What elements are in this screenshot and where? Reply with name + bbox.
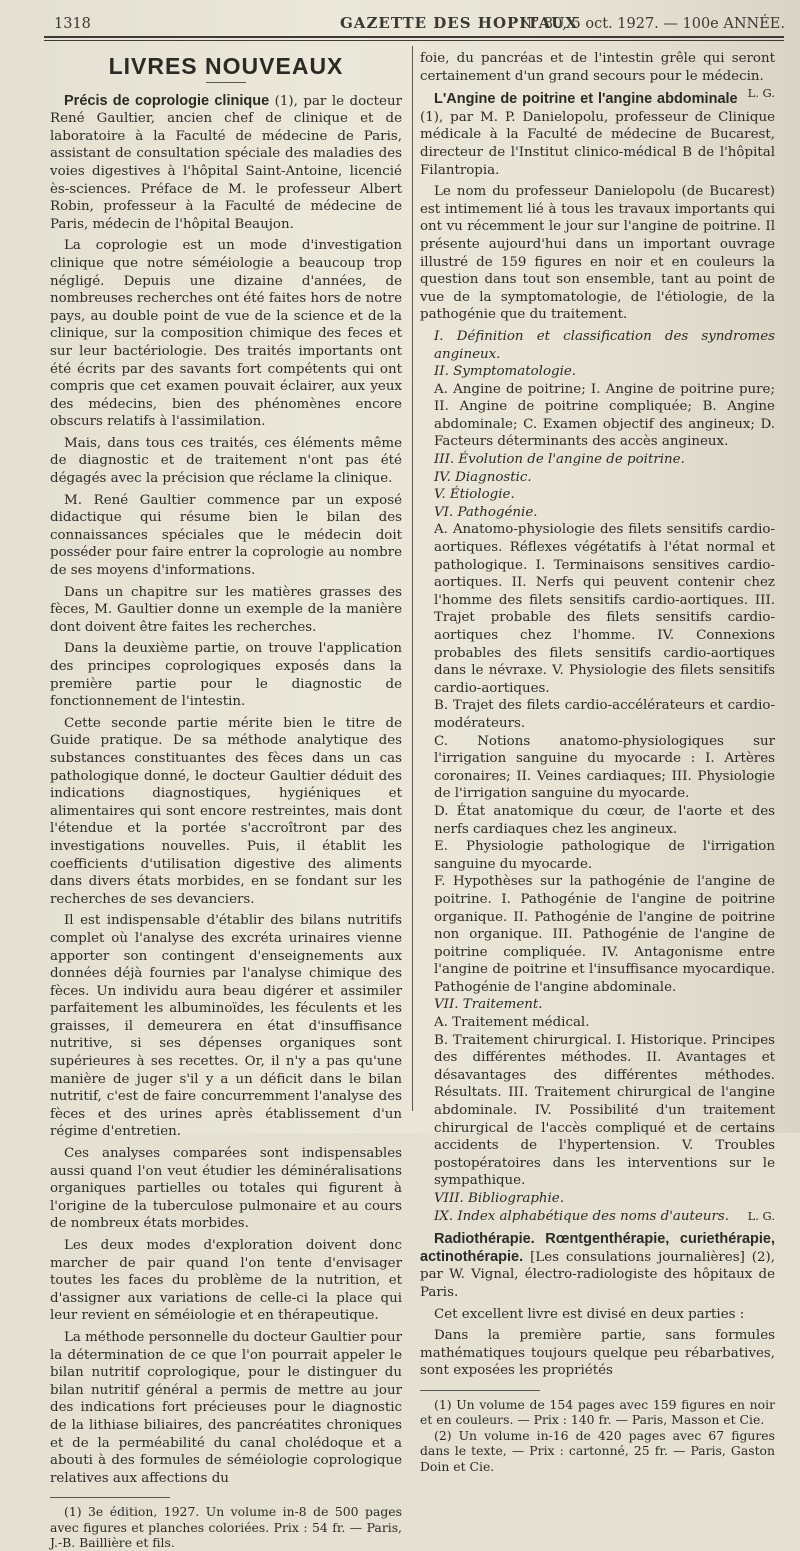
right-column bbox=[420, 50, 775, 1474]
paragraph: M. René Gaultier commence par un exposé didactique qui résume bien le bilan des connaissances spéciales que le médecin doit posséder pour faire entrer la coprologie au nombre de ses moyens d'informations. bbox=[50, 492, 402, 579]
toc-item: III. Évolution de l'angine de poitrine. bbox=[434, 452, 685, 468]
left-column bbox=[50, 50, 402, 1551]
entry-title: L'Angine de poitrine et l'angine abdominale bbox=[434, 91, 738, 108]
entry-title: Radiothérapie. Rœntgenthérapie, curiethérapie, actinothérapie. bbox=[420, 1231, 775, 1265]
toc-item: A. Angine de poitrine; I. Angine de poitrine pure; II. Angine de poitrine compliquée; B. Angine abdominale; C. Examen objectif des angineux; D. Facteurs déterminants des accès angineux. bbox=[434, 381, 775, 450]
toc-item: A. Anatomo-physiologie des filets sensitifs cardio-aortiques. Réflexes végétatifs à l'état normal et pathologique. I. Terminaisons sensitives cardio-aortiques. II. Nerfs qui peuvent contenir chez l'homme des filets sensitifs cardio-aortiques. III. Trajet probable des filets sensitifs cardio-aortiques chez l'homme. IV. Connexions probables des filets sensitifs cardio-aortiques dans le névraxe. V. Physiologie des filets sensitifs cardio-aortiques. bbox=[434, 522, 775, 696]
toc-item: E. Physiologie pathologique de l'irrigation sanguine du myocarde. bbox=[434, 839, 775, 872]
entry-heading-text: (1), par M. P. Danielopolu, professeur de Clinique médicale à la Faculté de médecine de Bucarest, directeur de l'Institut clinico-médical B de l'hôpital Filantropia. bbox=[420, 109, 775, 178]
title-ornament bbox=[206, 82, 246, 83]
column-divider bbox=[412, 46, 413, 1111]
signature: L. G. bbox=[747, 86, 775, 101]
toc-item: B. Traitement chirurgical. I. Historique. Principes des différentes méthodes. II. Avantages et désavantages des différentes méthodes. Résultats. III. Traitement chirurgical de l'angine abdominale. IV. Possibilité d'un traitement chirurgical de l'accès compliqué et de certains accidents de l'hypertension. V. Troubles postopératoires dans les interventions sur le sympathique. bbox=[434, 1032, 775, 1189]
page-number: 1318 bbox=[54, 16, 91, 32]
toc-item: D. État anatomique du cœur, de l'aorte et des nerfs cardiaques chez les angineux. bbox=[434, 803, 775, 837]
entry-heading-text: (1), par le docteur René Gaultier, ancien chef de clinique et de laboratoire à la Faculté de médecine de Paris, assistant de consultation spéciale des maladies des voies digestives à l'hôpital Saint-Antoine, licencié ès-sciences. Préface de M. le professeur Albert Robin, professeur à la Faculté de médecine de Paris, médecin de l'hôpital Beaujon. bbox=[50, 93, 402, 232]
signature: L. G. bbox=[747, 1208, 775, 1223]
paragraph: Cet excellent livre est divisé en deux parties : bbox=[434, 1306, 745, 1322]
paragraph: Les deux modes d'exploration doivent donc marcher de pair quand l'on tente d'envisager toutes les faces du problème de la nutrition, et d'assigner aux variations de celle-ci la place qui leur revient en séméiologie et en thérapeutique. bbox=[50, 1238, 402, 1324]
toc-item: VIII. Bibliographie. bbox=[434, 1191, 564, 1206]
toc-item: C. Notions anatomo-physiologiques sur l'irrigation sanguine du myocarde : I. Artères coronaires; II. Veines cardiaques; III. Physiologie de l'irrigation sanguine du myocarde. bbox=[434, 733, 775, 802]
journal-title: GAZETTE DES HOPITAUX bbox=[340, 14, 579, 32]
footnote-rule bbox=[420, 1390, 540, 1391]
entry-heading-radiotherapie bbox=[420, 1231, 775, 1301]
entry-heading-coprologie bbox=[50, 93, 402, 234]
toc-item: B. Trajet des filets cardio-accélérateurs et cardio-modérateurs. bbox=[434, 698, 775, 731]
footnote-rule bbox=[50, 1497, 170, 1498]
section-title: LIVRES NOUVEAUX bbox=[108, 53, 344, 79]
toc-item: V. Étiologie. bbox=[434, 487, 515, 503]
paragraph: La méthode personnelle du docteur Gaultier pour la détermination de ce que l'on pourrait appeler le bilan nutritif coprologique, pour le distinguer du bilan nutritif général a permis de mettre au jour des indications fort précieuses pour le diagnostic de la lithiase biliaires, des pancréatites chroniques et de la perméabilité du canal cholédoque et a abouti à des formules de séméiologie coprologique relatives aux affections du bbox=[50, 1329, 402, 1486]
footnote: (1) Un volume de 154 pages avec 159 figures en noir et en couleurs. — Prix : 140 fr. — Paris, Masson et Cie. bbox=[420, 1396, 775, 1428]
paragraph: Mais, dans tous ces traités, ces éléments même de diagnostic et de traitement n'ont pas été dégagés avec la précision que réclame la clinique. bbox=[50, 435, 402, 487]
footnote: (2) Un volume in-16 de 420 pages avec 67 figures dans le texte, — Prix : cartonné, 25 fr. — Paris, Gaston Doin et Cie. bbox=[420, 1427, 775, 1474]
paragraph: La coprologie est un mode d'investigation clinique que notre séméiologie a beaucoup trop négligé. Depuis une dizaine d'années, de nombreuses recherches ont été faites hors de notre pays, au double point de vue de la science et de la clinique, sur la composition chimique des feces et sur leur bactériologie. Des traités importants ont été écrits par des savants fort compétents qui ont compris que cet examen pouvait éclairer, aux yeux des médecins, bien des phénomènes encore obscurs relatifs à l'assimilation. bbox=[50, 238, 402, 430]
toc-item: VII. Traitement. bbox=[434, 997, 543, 1013]
paragraph: Dans la première partie, sans formules mathématiques toujours quelque peu rébarbatives, sont exposées les propriétés bbox=[420, 1328, 775, 1379]
paragraph: Il est indispensable d'établir des bilans nutritifs complet où l'analyse des excréta urinaires vienne apporter son contingent d'enseignements aux données déjà fournies par l'analyse chimique des fèces. Un individu aura beau digérer et assimiler parfaitement les albuminoïdes, les féculents et les graisses, il demeurera en état d'insuffisance nutritive, si ses dépenses organiques sont supérieures à ses recettes. Or, il n'y a pas qu'une manière de juger s'il y a un déficit dans le bilan nutritif, c'est de faire concurremment l'analyse des fèces et des urines après établissement d'un régime d'entretien. bbox=[50, 913, 402, 1140]
entry-heading-text: [Les consulations journalières] (2), par W. Vignal, électro-radiologiste des hôpitaux de Paris. bbox=[420, 1249, 775, 1300]
issue-info: N° 80, 5 oct. 1927. — 100e ANNÉE. bbox=[519, 16, 785, 32]
paragraph: Le nom du professeur Danielopolu (de Bucarest) est intimement lié à tous les travaux importants qui ont vu récemment le jour sur l'angine de poitrine. Il présente aujourd'hui dans un important ouvrage illustré de 159 figures en noir et en couleurs la question dans tout son ensemble, tant au point de vue de la symptomatologie, de l'étiologie, de la pathogénie que du traitement. bbox=[420, 184, 775, 323]
table-of-contents bbox=[420, 328, 775, 1225]
entry-title: Précis de coprologie clinique bbox=[64, 92, 270, 109]
toc-item-text: IX. Index alphabétique des noms d'auteurs. bbox=[434, 1208, 729, 1224]
toc-item: F. Hypothèses sur la pathogénie de l'angine de poitrine. I. Pathogénie de l'angine de poitrine organique. II. Pathogénie de l'angine de poitrine non organique. III. Pathogénie de l'angine de poitrine compliquée. IV. Antagonisme entre l'angine de poitrine et l'insuffisance myocardique. Pathogénie de l'angine abdominale. bbox=[434, 874, 775, 995]
paragraph: Dans la deuxième partie, on trouve l'application des principes coprologiques exposés dans la première partie pour le diagnostic de fonctionnement de l'intestin. bbox=[50, 641, 402, 710]
toc-item: IV. Diagnostic. bbox=[434, 469, 532, 485]
toc-item: II. Symptomatologie. bbox=[434, 364, 577, 380]
entry-heading-angine bbox=[420, 91, 775, 179]
toc-item: A. Traitement médical. bbox=[434, 1015, 590, 1031]
paragraph: Cette seconde partie mérite bien le titre de Guide pratique. De sa méthode analytique des substances constituantes des fèces dans un cas pathologique donné, le docteur Gaultier déduit des indications diagnostiques, hygiéniques et alimentaires qui sont encore restreintes, mais dont l'étendue et la portée s'accroîtront par des investigations nouvelles. Puis, il établit les coefficients d'utilisation digestive des aliments dans divers états morbides, en se fondant sur les recherches de ses devanciers. bbox=[50, 715, 402, 907]
toc-item: I. Définition et classification des syndromes angineux. bbox=[434, 328, 775, 362]
header-rule-thick bbox=[44, 36, 784, 38]
toc-item-last bbox=[420, 1208, 775, 1226]
paragraph: Ces analyses comparées sont indispensables aussi quand l'on veut étudier les déminéralisations organiques partielles ou totales qui figurent à l'origine de la tuberculose pulmonaire et au cours de nombreux états morbides. bbox=[50, 1146, 402, 1232]
continuation-text: foie, du pancréas et de l'intestin grêle qui seront certainement d'un grand secours pour le médecin. bbox=[420, 51, 775, 84]
header-rule-thin bbox=[44, 40, 784, 41]
toc-item: VI. Pathogénie. bbox=[434, 504, 538, 520]
page-header bbox=[40, 14, 785, 34]
footnote: (1) 3e édition, 1927. Un volume in-8 de 500 pages avec figures et planches coloriées. Prix : 54 fr. — Paris, J.-B. Baillière et fils. bbox=[50, 1504, 402, 1551]
paragraph: Dans un chapitre sur les matières grasses des fèces, M. Gaultier donne un exemple de la manière dont doivent être faites les recherches. bbox=[50, 584, 402, 635]
